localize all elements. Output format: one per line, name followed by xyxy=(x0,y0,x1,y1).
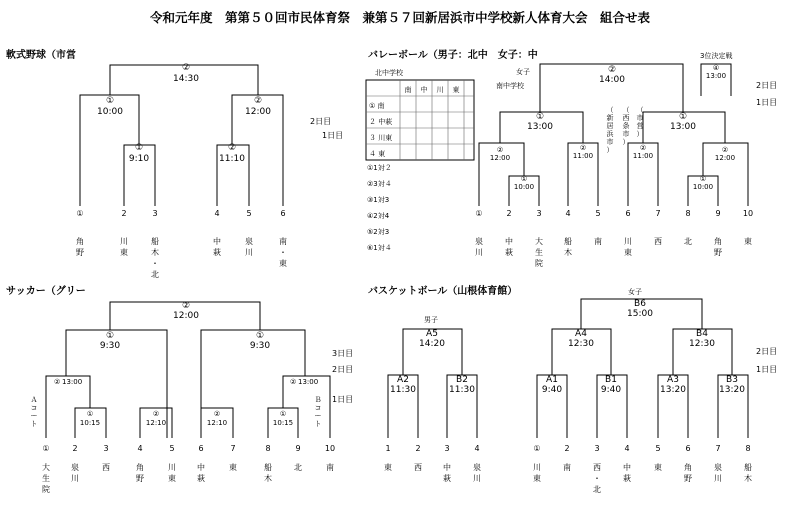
soccer-title: サッカー（グリー xyxy=(6,286,86,297)
seed-number: 3 xyxy=(594,444,600,453)
seed-number: 2 xyxy=(506,209,512,218)
team-name: 泉 xyxy=(71,463,79,472)
match-time: 14:20 xyxy=(419,339,445,349)
day1-label: 1日目 xyxy=(756,98,778,107)
page-title: 令和元年度 第第５０回市民体育祭 兼第５７回新居浜市中学校新人体育大会 組合せ表 xyxy=(149,10,651,25)
team-name: 木 xyxy=(744,474,752,483)
match-number: ① xyxy=(520,175,528,183)
team-name: 木 xyxy=(564,248,572,257)
team-name: 野 xyxy=(76,248,84,257)
match-time: 11:30 xyxy=(449,385,475,395)
league-title: 北中学校 xyxy=(375,69,403,77)
league-match: ③1対3 xyxy=(367,196,390,204)
team-name: 西 xyxy=(654,237,662,246)
court-label: ー xyxy=(30,412,38,420)
day1-label: 1日目 xyxy=(332,395,354,404)
league-header: 中 xyxy=(420,86,428,94)
team-name: 川 xyxy=(624,237,632,246)
team-name: 川 xyxy=(475,248,483,257)
match-number: A5 xyxy=(426,329,438,339)
day2-label: 2日目 xyxy=(332,365,354,374)
match-time: 12:10 xyxy=(206,419,228,427)
match-time: 12:10 xyxy=(145,419,167,427)
match-number: ② xyxy=(579,144,587,152)
match-time: 10:15 xyxy=(272,419,294,427)
day2-label: 2日目 xyxy=(310,117,332,126)
volleyball-bracket xyxy=(366,48,777,268)
team-name: ・ xyxy=(279,248,287,257)
match-time: 9:30 xyxy=(99,341,121,351)
match-time: 13:00 xyxy=(62,378,83,386)
team-name: 角 xyxy=(714,237,722,246)
team-name: 生 xyxy=(535,248,543,257)
girls-label: 女子 xyxy=(628,288,642,296)
match-time: 12:30 xyxy=(689,339,715,349)
match-number: ① xyxy=(699,175,707,183)
match-time: 9:40 xyxy=(541,385,563,395)
match-number: A1 xyxy=(546,375,558,385)
team-name: 北 xyxy=(593,485,601,494)
match-time: 12:00 xyxy=(489,154,511,162)
team-name: 川 xyxy=(168,463,176,472)
seed-number: 5 xyxy=(595,209,601,218)
team-name: 中 xyxy=(443,463,451,472)
court-label: ー xyxy=(314,412,322,420)
team-name: 船 xyxy=(564,237,572,246)
team-name: 角 xyxy=(76,237,84,246)
seed-number: 6 xyxy=(198,444,204,453)
team-name: 萩 xyxy=(443,474,451,483)
league-header: 東 xyxy=(452,86,460,94)
match-number: ④ xyxy=(712,64,720,72)
match-number: ① xyxy=(134,143,144,153)
team-name: ・ xyxy=(593,474,601,483)
match-number: ② xyxy=(181,63,191,73)
team-name: 中 xyxy=(623,463,631,472)
soccer-bracket xyxy=(6,284,353,494)
match-number: ② xyxy=(639,144,647,152)
court-label: Ｂ xyxy=(314,396,322,404)
team-name: 萩 xyxy=(213,248,221,257)
team-name: 大 xyxy=(535,237,543,246)
match-time: 12:00 xyxy=(173,311,199,321)
basketball-bracket xyxy=(368,284,777,494)
third-place-label: 3位決定戦 xyxy=(700,52,733,60)
match-time: 12:30 xyxy=(568,339,594,349)
seed-number: 3 xyxy=(444,444,450,453)
seed-number: 2 xyxy=(564,444,570,453)
team-labels xyxy=(42,444,335,494)
seed-number: 9 xyxy=(715,209,721,218)
court-label: ト xyxy=(30,420,38,428)
team-name: 東 xyxy=(624,248,632,257)
team-name: 泉 xyxy=(473,463,481,472)
seed-number: 3 xyxy=(536,209,542,218)
team-name: 野 xyxy=(714,248,722,257)
team-name: 東 xyxy=(654,463,662,472)
league-match: ①1対２ xyxy=(367,164,392,172)
match-number: ① xyxy=(535,112,545,122)
team-name: 萩 xyxy=(505,248,513,257)
seed-number: ① xyxy=(533,444,541,453)
baseball-bracket xyxy=(6,48,343,279)
seed-number: ① xyxy=(42,444,50,453)
team-name: 西 xyxy=(593,463,601,472)
team-name: 木 xyxy=(151,248,159,257)
match-number: ① xyxy=(255,331,265,341)
venue-note: 新 xyxy=(606,114,614,122)
team-name: 東 xyxy=(279,259,287,268)
team-name: 中 xyxy=(213,237,221,246)
seed-number: 6 xyxy=(625,209,631,218)
seed-number: 8 xyxy=(685,209,691,218)
venue-note: ） xyxy=(606,146,614,154)
basketball-title: バスケットボール（山根体育館） xyxy=(368,286,518,297)
seed-number: 10 xyxy=(324,444,336,453)
day1-label: 1日目 xyxy=(322,131,344,140)
match-time: 13:00 xyxy=(527,122,553,132)
school-label: 南中学校 xyxy=(496,82,524,90)
team-name: 東 xyxy=(384,463,392,472)
league-header: 川 xyxy=(436,86,444,94)
team-name: 角 xyxy=(136,463,144,472)
venue-note: ） xyxy=(622,138,630,146)
seed-number: 1 xyxy=(385,444,391,453)
day2-label: 2日目 xyxy=(756,81,778,90)
venue-note: 条 xyxy=(622,122,630,130)
seed-number: 9 xyxy=(295,444,301,453)
venue-note: （ xyxy=(622,106,630,114)
league-match: ②3対４ xyxy=(367,180,392,188)
team-name: 南 xyxy=(326,463,334,472)
team-name: 萩 xyxy=(623,474,631,483)
team-name: 野 xyxy=(136,474,144,483)
match-time: 14:30 xyxy=(173,74,199,84)
boys-label: 男子 xyxy=(424,316,438,324)
venue-note: （ xyxy=(636,106,644,114)
venue-note: 西 xyxy=(622,114,630,122)
bracket-lines xyxy=(388,299,748,438)
team-name: 中 xyxy=(197,463,205,472)
team-name: 北 xyxy=(151,270,159,279)
seed-number: 7 xyxy=(230,444,236,453)
bracket-lines xyxy=(80,65,283,206)
seed-number: 3 xyxy=(103,444,109,453)
team-name: 木 xyxy=(264,474,272,483)
match-time: 12:00 xyxy=(714,154,736,162)
baseball-title: 軟式野球（市営 xyxy=(6,50,76,61)
league-table xyxy=(366,68,474,252)
team-name: 北 xyxy=(684,237,692,246)
match-number: B1 xyxy=(605,375,617,385)
court-label: コ xyxy=(314,404,322,412)
venue-note: 市 xyxy=(622,130,630,138)
team-name: 船 xyxy=(264,463,272,472)
team-name: 船 xyxy=(744,463,752,472)
league-match: ⑥1対４ xyxy=(367,244,392,252)
court-label: Ａ xyxy=(30,396,38,404)
match-number: ② xyxy=(607,65,617,75)
day3-label: 3日目 xyxy=(332,349,354,358)
team-name: 院 xyxy=(42,485,50,494)
day2-label: 2日目 xyxy=(756,347,778,356)
match-number: B4 xyxy=(696,329,708,339)
day1-label: 1日目 xyxy=(756,365,778,374)
team-name: 東 xyxy=(168,474,176,483)
team-name: 野 xyxy=(684,474,692,483)
match-time: 11:00 xyxy=(632,152,654,160)
team-name: 西 xyxy=(102,463,110,472)
team-name: 大 xyxy=(42,463,50,472)
match-number: ② xyxy=(54,378,61,386)
seed-number: 7 xyxy=(715,444,721,453)
volleyball-title: バレーボール（男子：北中 女子：中 xyxy=(368,50,538,61)
seed-number: 2 xyxy=(415,444,421,453)
match-number: ② xyxy=(253,96,263,106)
team-labels xyxy=(76,209,287,279)
seed-number: 4 xyxy=(624,444,630,453)
match-number: ① xyxy=(86,410,94,418)
team-name: 角 xyxy=(684,463,692,472)
seed-number: 4 xyxy=(565,209,571,218)
match-time: 11:10 xyxy=(219,154,245,164)
team-name: 生 xyxy=(42,474,50,483)
seed-number: 5 xyxy=(655,444,661,453)
team-name: 東 xyxy=(120,248,128,257)
match-number: ② xyxy=(227,143,237,153)
match-number: ② xyxy=(152,410,160,418)
match-number: A3 xyxy=(667,375,679,385)
seed-number: 2 xyxy=(72,444,78,453)
seed-number: 8 xyxy=(745,444,751,453)
seed-number: 6 xyxy=(685,444,691,453)
match-number: B2 xyxy=(456,375,468,385)
match-number: B3 xyxy=(726,375,738,385)
team-name: 北 xyxy=(294,463,302,472)
match-number: ① xyxy=(105,331,115,341)
seed-number: 3 xyxy=(152,209,158,218)
match-time: 13:00 xyxy=(705,72,727,80)
match-number: ① xyxy=(105,96,115,106)
league-row: ① 南 xyxy=(369,102,385,110)
team-name: 川 xyxy=(533,463,541,472)
venue-note: （ xyxy=(606,106,614,114)
league-row: ２ 中萩 xyxy=(369,118,393,126)
team-name: 泉 xyxy=(245,237,253,246)
girls-label: 女子 xyxy=(516,68,530,76)
team-name: 川 xyxy=(245,248,253,257)
league-row: ４ 東 xyxy=(369,150,386,158)
match-time: 14:00 xyxy=(599,75,625,85)
team-name: 川 xyxy=(71,474,79,483)
match-number: ① xyxy=(678,112,688,122)
team-name: 西 xyxy=(414,463,422,472)
seed-number: ① xyxy=(475,209,483,218)
venue-notes xyxy=(606,106,647,154)
team-name: 泉 xyxy=(714,463,722,472)
seed-number: 4 xyxy=(474,444,480,453)
team-name: ・ xyxy=(151,259,159,268)
team-name: 泉 xyxy=(475,237,483,246)
seed-number: 5 xyxy=(169,444,175,453)
match-time: 10:15 xyxy=(79,419,101,427)
team-name: 川 xyxy=(120,237,128,246)
match-time: 11:00 xyxy=(572,152,594,160)
match-number: ② xyxy=(721,146,729,154)
seed-number: 2 xyxy=(121,209,127,218)
league-match: ④2対4 xyxy=(367,212,390,220)
court-label: ト xyxy=(314,420,322,428)
match-time: 10:00 xyxy=(692,183,714,191)
seed-number: 10 xyxy=(742,209,754,218)
team-name: 川 xyxy=(714,474,722,483)
team-name: 南 xyxy=(594,237,602,246)
match-time: 9:30 xyxy=(249,341,271,351)
seed-number: 4 xyxy=(214,209,220,218)
match-time: 10:00 xyxy=(97,107,123,117)
match-time: 13:00 xyxy=(298,378,319,386)
match-number: ② xyxy=(181,301,191,311)
match-time: 12:00 xyxy=(245,107,271,117)
match-number: ② xyxy=(290,378,297,386)
team-name: 東 xyxy=(744,237,752,246)
team-name: 南 xyxy=(279,237,287,246)
team-labels xyxy=(475,209,753,268)
venue-note: 浜 xyxy=(606,130,614,138)
match-number: ① xyxy=(279,410,287,418)
venue-note: ） xyxy=(636,130,644,138)
seed-number: 7 xyxy=(655,209,661,218)
match-time: 10:00 xyxy=(513,183,535,191)
match-time: 13:20 xyxy=(660,385,686,395)
match-time: 13:20 xyxy=(719,385,745,395)
seed-number: 6 xyxy=(280,209,286,218)
match-number: A4 xyxy=(575,329,587,339)
venue-note: 営 xyxy=(636,122,644,130)
court-label: コ xyxy=(30,404,38,412)
league-row: ３ 川東 xyxy=(369,134,393,142)
match-time: 11:30 xyxy=(390,385,416,395)
team-name: 川 xyxy=(473,474,481,483)
seed-number: 5 xyxy=(246,209,252,218)
match-time: 15:00 xyxy=(627,309,653,319)
league-match: ⑤2対3 xyxy=(367,228,390,236)
match-number: A2 xyxy=(397,375,409,385)
seed-number: 4 xyxy=(137,444,143,453)
match-number: B6 xyxy=(634,299,646,309)
venue-note: 市 xyxy=(606,138,614,146)
team-name: 東 xyxy=(533,474,541,483)
seed-number: ① xyxy=(76,209,84,218)
match-number: ② xyxy=(213,410,221,418)
team-name: 中 xyxy=(505,237,513,246)
match-time: 13:00 xyxy=(670,122,696,132)
venue-note: 居 xyxy=(606,122,614,130)
venue-note: 市 xyxy=(636,114,644,122)
match-time: 9:40 xyxy=(600,385,622,395)
team-name: 萩 xyxy=(197,474,205,483)
team-name: 南 xyxy=(563,463,571,472)
team-name: 院 xyxy=(535,259,543,268)
team-name: 東 xyxy=(229,463,237,472)
team-labels xyxy=(384,444,752,494)
match-number: ② xyxy=(496,146,504,154)
match-time: 9:10 xyxy=(128,154,150,164)
team-name: 船 xyxy=(151,237,159,246)
league-header: 南 xyxy=(404,86,412,94)
seed-number: 8 xyxy=(265,444,271,453)
